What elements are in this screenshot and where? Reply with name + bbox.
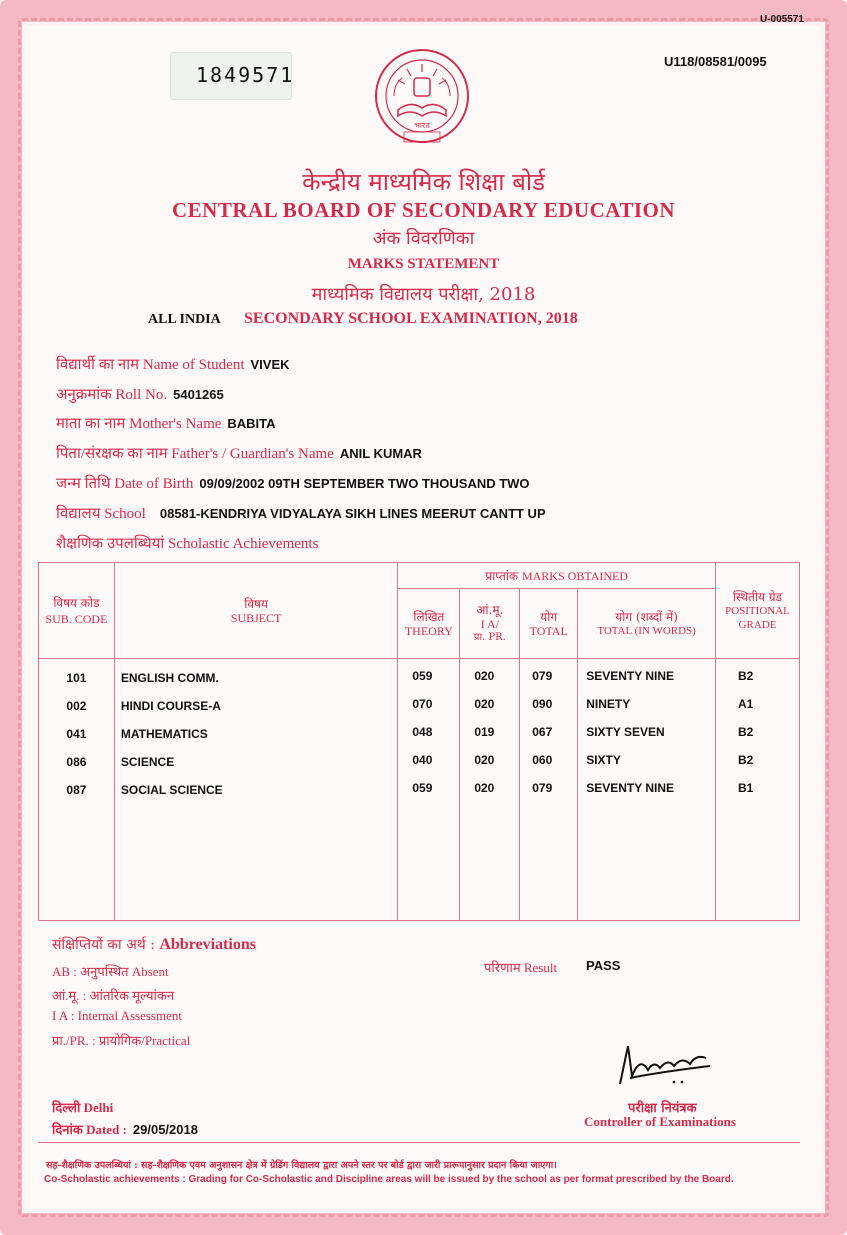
table-row-ia: 019 bbox=[474, 725, 495, 739]
table-row-code: 086 bbox=[66, 755, 87, 769]
board-name-english: CENTRAL BOARD OF SECONDARY EDUCATION bbox=[171, 198, 676, 222]
table-row-theory: 059 bbox=[412, 669, 433, 683]
father-name-label: पिता/संरक्षक का नाम Father's / Guardian's Name bbox=[56, 446, 334, 462]
table-row-theory: 070 bbox=[412, 697, 433, 711]
all-india-label: ALL INDIA bbox=[148, 312, 221, 327]
header-positional-grade: स्थितीय ग्रेड POSITIONAL GRADE bbox=[715, 563, 799, 659]
father-name-row bbox=[56, 443, 422, 463]
mother-name-label: माता का नाम Mother's Name bbox=[56, 416, 222, 432]
table-row-subject: SOCIAL SCIENCE bbox=[120, 783, 223, 797]
abbreviation-item: I A : Internal Assessment bbox=[52, 1008, 182, 1023]
words-column bbox=[578, 659, 716, 921]
date-of-birth-label: जन्म तिथि Date of Birth bbox=[56, 476, 194, 492]
dated-row bbox=[52, 1120, 198, 1138]
exam-title-english: SECONDARY SCHOOL EXAMINATION, 2018 bbox=[244, 310, 578, 327]
table-row-words: NINETY bbox=[586, 697, 631, 711]
header-internal-assessment: आं.मू. I A/ प्रा. PR. bbox=[460, 589, 520, 659]
table-row-grade: B1 bbox=[737, 781, 754, 795]
abbreviation-item: प्रा./PR. : प्रायोगिक/Practical bbox=[52, 1033, 191, 1048]
header-sub-code: विषय कोड SUB. CODE bbox=[39, 563, 115, 659]
table-row-grade: B2 bbox=[737, 753, 754, 767]
date-of-birth-row bbox=[56, 473, 530, 493]
co-scholastic-note-hindi: सह-शैक्षणिक उपलब्धियां : सह-शैक्षणिक एवम अनुशासन क्षेत्र में ग्रेडिंग विद्यालय द्वारा अपने स्तर पर बोर्ड द्वारा जारी प्रारूपानुसार प्रदान किया जाएगा। bbox=[46, 1160, 557, 1171]
total-column bbox=[520, 659, 578, 921]
roll-number-label: अनुक्रमांक Roll No. bbox=[56, 387, 168, 403]
table-row-subject: SCIENCE bbox=[120, 755, 175, 769]
statement-title-english: MARKS STATEMENT bbox=[347, 256, 500, 272]
table-row-code: 002 bbox=[66, 699, 87, 713]
cbse-emblem-icon bbox=[372, 44, 472, 162]
roll-number: 5401265 bbox=[173, 387, 224, 402]
header-subject: विषय SUBJECT bbox=[114, 563, 398, 659]
table-row-ia: 020 bbox=[474, 781, 495, 795]
footer-divider bbox=[38, 1142, 800, 1143]
header-marks-obtained: प्राप्तांक MARKS OBTAINED bbox=[398, 563, 716, 589]
header-total-in-words: योग (शब्दों में) TOTAL (IN WORDS) bbox=[578, 589, 716, 659]
table-row-words: SEVENTY NINE bbox=[586, 781, 674, 795]
table-row-grade: B2 bbox=[737, 725, 754, 739]
mother-name-row bbox=[56, 413, 276, 433]
serial-number: 1849571 bbox=[196, 63, 295, 87]
exam-title-hindi: माध्यमिक विद्यालय परीक्षा, 2018 bbox=[311, 284, 536, 305]
table-row-ia: 020 bbox=[474, 697, 495, 711]
table-row-code: 087 bbox=[66, 783, 87, 797]
table-row-theory: 059 bbox=[412, 781, 433, 795]
ia-column bbox=[460, 659, 520, 921]
header-total: योग TOTAL bbox=[520, 589, 578, 659]
table-row-total: 079 bbox=[532, 669, 553, 683]
marks-table bbox=[38, 562, 800, 921]
date-of-birth: 09/09/2002 09TH SEPTEMBER TWO THOUSAND TWO bbox=[199, 476, 530, 491]
table-row-ia: 020 bbox=[474, 753, 495, 767]
table-row-grade: B2 bbox=[737, 669, 754, 683]
table-row-words: SIXTY bbox=[586, 753, 621, 767]
dated-value: 29/05/2018 bbox=[132, 1122, 198, 1137]
table-row-code: 041 bbox=[66, 727, 87, 741]
table-row-words: SIXTY SEVEN bbox=[586, 725, 665, 739]
codes-column bbox=[39, 659, 115, 921]
table-row-total: 060 bbox=[532, 753, 553, 767]
abbreviation-item: आं.मू. : आंतरिक मूल्यांकन bbox=[52, 988, 175, 1003]
theory-column bbox=[398, 659, 460, 921]
controller-signature-icon bbox=[610, 1036, 720, 1096]
table-row-theory: 040 bbox=[412, 753, 433, 767]
table-row-ia: 020 bbox=[474, 669, 495, 683]
document-code: U-005571 bbox=[760, 14, 804, 25]
table-row-code: 101 bbox=[66, 671, 87, 685]
mother-name: BABITA bbox=[227, 416, 276, 431]
result-value: PASS bbox=[586, 958, 621, 973]
father-name: ANIL KUMAR bbox=[339, 446, 422, 461]
school-name: 08581-KENDRIYA VIDYALAYA SIKH LINES MEERUT CANTT UP bbox=[159, 506, 546, 521]
school-label: विद्यालय School bbox=[56, 506, 146, 522]
controller-title-english: Controller of Examinations bbox=[584, 1114, 736, 1129]
table-row-subject: MATHEMATICS bbox=[120, 727, 208, 741]
grade-column bbox=[715, 659, 799, 921]
student-name-row bbox=[56, 354, 290, 374]
roll-number-row bbox=[56, 384, 224, 404]
student-name-label: विद्यार्थी का नाम Name of Student bbox=[56, 357, 245, 373]
subjects-column bbox=[114, 659, 398, 921]
statement-title-hindi: अंक विवरणिका bbox=[372, 228, 475, 249]
table-row-total: 067 bbox=[532, 725, 553, 739]
table-row-subject: ENGLISH COMM. bbox=[120, 671, 219, 685]
table-row-theory: 048 bbox=[412, 725, 433, 739]
school-row bbox=[56, 503, 546, 523]
place: दिल्ली Delhi bbox=[52, 1100, 114, 1115]
table-row-words: SEVENTY NINE bbox=[586, 669, 674, 683]
table-row-subject: HINDI COURSE-A bbox=[120, 699, 221, 713]
controller-title-hindi: परीक्षा नियंत्रक bbox=[628, 1101, 697, 1116]
reference-number: U118/08581/0095 bbox=[664, 54, 767, 69]
result-label: परिणाम Result bbox=[484, 960, 558, 975]
co-scholastic-note-english: Co-Scholastic achievements : Grading for Co-Scholastic and Discipline areas will be issued by the school as per format prescribed by the Board. bbox=[44, 1174, 734, 1185]
table-row-total: 079 bbox=[532, 781, 553, 795]
abbreviation-item: AB : अनुपस्थित Absent bbox=[52, 964, 169, 979]
table-row-grade: A1 bbox=[737, 697, 754, 711]
board-name-hindi: केन्द्रीय माध्यमिक शिक्षा बोर्ड bbox=[302, 168, 545, 196]
student-name: VIVEK bbox=[250, 357, 290, 372]
scholastic-achievements-label: शैक्षणिक उपलब्धियां Scholastic Achievements bbox=[56, 536, 319, 552]
table-row-total: 090 bbox=[532, 697, 553, 711]
header-theory: लिखित THEORY bbox=[398, 589, 460, 659]
emblem-label: भारत bbox=[414, 121, 430, 130]
dated-label: दिनांक Dated : bbox=[52, 1122, 127, 1137]
abbreviations-title: संक्षिप्तियों का अर्थ : Abbreviations bbox=[52, 936, 256, 953]
